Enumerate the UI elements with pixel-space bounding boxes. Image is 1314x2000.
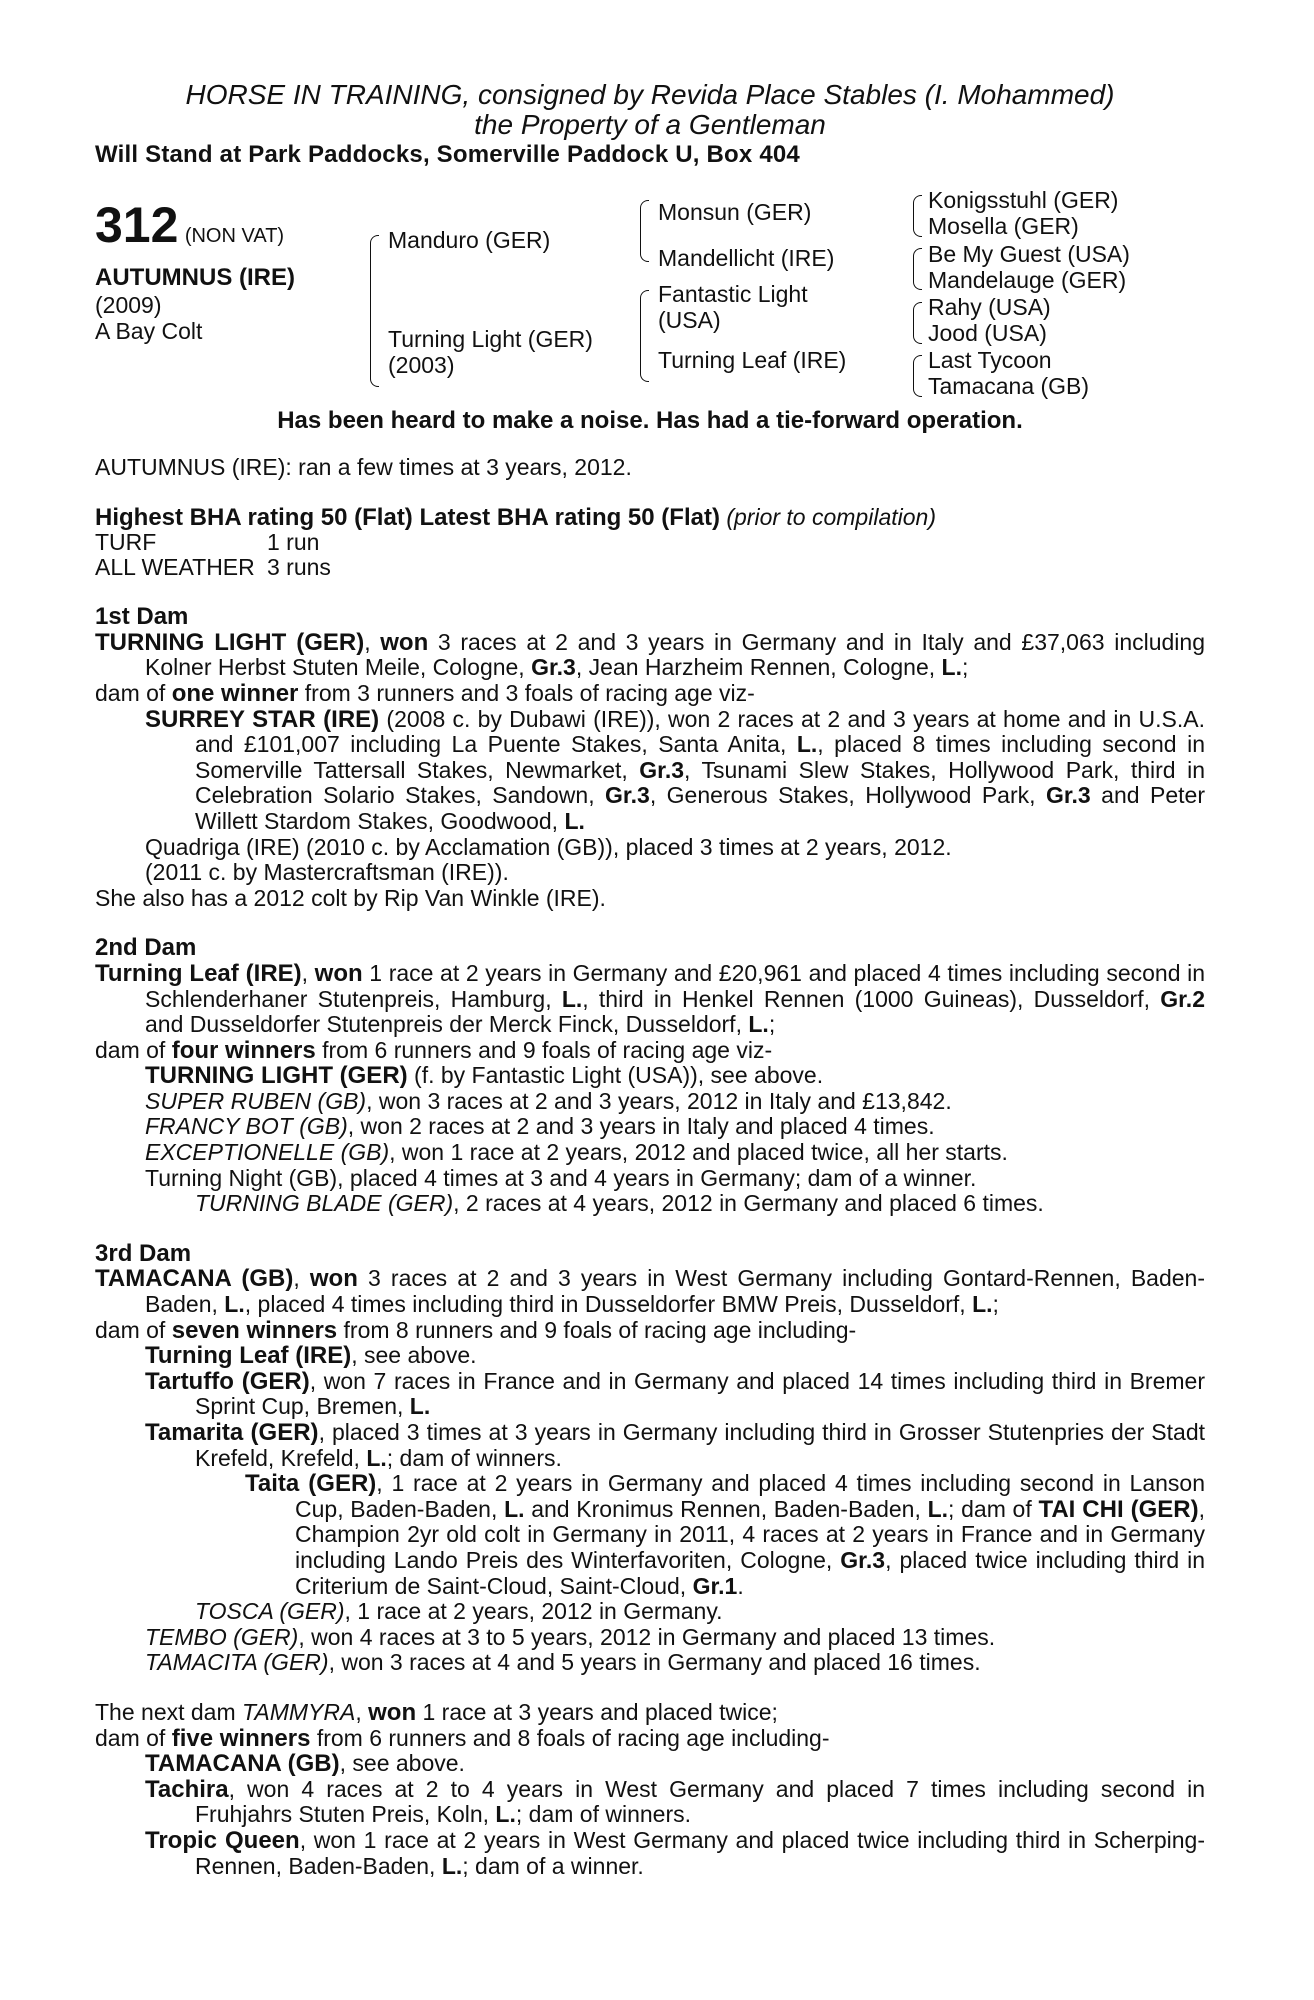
text: . [737, 1572, 744, 1599]
progeny-name: TURNING BLADE (GER) [195, 1190, 454, 1217]
progeny-name: Turning Leaf (IRE) [145, 1342, 352, 1370]
winners-count: five winners [171, 1724, 311, 1752]
listed-label: L. [409, 1393, 431, 1420]
progeny-name: SUPER RUBEN (GB) [145, 1087, 367, 1114]
text: , won 7 races in France and in Germany and placed 14 times including third in Bremer Sprint Cup, Bremen, [195, 1367, 1205, 1420]
dam1-produce-line [95, 681, 1205, 707]
dam3-progeny [95, 1650, 1205, 1676]
nextdam-progeny [95, 1777, 1205, 1828]
header-property: the Property of a Gentleman [474, 109, 826, 140]
dam1-progeny [95, 707, 1205, 835]
dam2-heading: 2nd Dam [95, 934, 197, 962]
pedigree-dsd: Jood (USA) [928, 320, 1047, 346]
won-label: won [368, 1698, 417, 1726]
listed-label: L. [564, 807, 585, 834]
progeny-name: TURNING LIGHT (GER) [145, 1062, 408, 1090]
runs-surface: ALL WEATHER [95, 554, 255, 581]
text: , 1 race at 2 years in Germany and placed 4 times including second in Lanson Cup, Baden-Baden, [295, 1470, 1205, 1522]
grade-label: Gr.2 [1160, 985, 1205, 1012]
text: ; dam of [948, 1495, 1039, 1522]
text: (2008 c. by Dubawi (IRE)), won 2 races at 2 and 3 years at home and in U.S.A. and £101,007 including La Puente Stakes, Santa Anita, [195, 705, 1205, 758]
dam3-grand-progeny [95, 1471, 1205, 1599]
dam2-progeny [95, 1089, 1205, 1115]
catalogue-page [95, 80, 1205, 1879]
dam1-progeny: (2011 c. by Mastercraftsman (IRE)). [145, 859, 509, 886]
pedigree-ssd: Mosella (GER) [928, 213, 1079, 239]
grade-label: Gr.3 [639, 756, 685, 783]
text: , won 3 races at 2 and 3 years, 2012 in Italy and £13,842. [366, 1087, 952, 1114]
text: from 8 runners and 9 foals of racing age including- [337, 1316, 857, 1343]
listed-label: L. [561, 985, 583, 1012]
text: from 6 runners and 8 foals of racing age including- [310, 1724, 830, 1751]
pedigree-dam-sire-1: Fantastic Light [658, 281, 808, 307]
runs-row [95, 555, 331, 580]
runs-row [95, 530, 331, 555]
text: and Peter Willett Stardom Stakes, Goodwood, [195, 782, 1205, 834]
dam3-produce-line [95, 1318, 1205, 1344]
dam1-heading: 1st Dam [95, 603, 189, 631]
text: ; [961, 654, 969, 681]
pedigree-sire-sire: Monsun (GER) [658, 199, 812, 225]
listed-label: L. [796, 731, 818, 758]
dam2-progeny [95, 1114, 1205, 1140]
text: and Dusseldorfer Stutenpreis der Merck Finck, Dusseldorf, [145, 1011, 749, 1038]
progeny-name: TEMBO (GER) [145, 1623, 299, 1650]
text: , won 1 race at 2 years, 2012 and placed twice, all her starts. [389, 1139, 1008, 1166]
text: ; dam of winners. [515, 1801, 692, 1828]
text: , won 4 races at 2 to 4 years in West Germany and placed 7 times including second in Fruhjahrs Stuten Preis, Koln, [195, 1775, 1205, 1828]
text: , see above. [339, 1750, 465, 1777]
text: from 6 runners and 9 foals of racing age viz- [315, 1036, 773, 1063]
horse-name: AUTUMNUS (IRE) [95, 264, 295, 291]
text: from 3 runners and 3 foals of racing age viz- [298, 679, 755, 706]
text: , Champion 2yr old colt in Germany in 2011, 4 races at 2 years in France and in Germany including Lando Preis des Winterfavoriten, Cologne, [295, 1495, 1205, 1573]
lot-number: 312 [95, 197, 179, 253]
progeny-name: Tamarita (GER) [145, 1419, 319, 1446]
text: , won 4 races at 3 to 5 years, 2012 in Germany and placed 13 times. [298, 1623, 996, 1650]
pedigree-brace [913, 355, 922, 397]
pedigree-sss: Konigsstuhl (GER) [928, 187, 1119, 213]
header-consignor: HORSE IN TRAINING, consigned by Revida Place Stables (I. Mohammed) [185, 79, 1115, 110]
text: , placed twice including third in Criterium de Saint-Cloud, Saint-Cloud, [295, 1546, 1206, 1599]
dam2-summary: Turning Leaf (IRE), won 1 race at 2 years in Germany and £20,961 and placed 4 times including second in Schlenderhaner Stutenpreis, Hamburg, L., third in Henkel Rennen (1000 Guineas), Dusseldorf, Gr.2 and Dusseldorfer Stutenpreis der Merck Finck, Dusseldorf, L.; [95, 959, 1206, 1038]
text: ; [768, 1011, 776, 1038]
pedigree-dam-year: (2003) [388, 352, 455, 378]
dam3-grand-progeny [95, 1599, 1205, 1625]
rating-note: (prior to compilation) [726, 503, 936, 530]
progeny-name: Tropic Queen [145, 1826, 300, 1854]
dam3-heading: 3rd Dam [95, 1239, 192, 1267]
listed-label: L. [504, 1495, 525, 1522]
dam2-grand-progeny [95, 1191, 1205, 1217]
progeny-name: TAMACANA (GB) [145, 1750, 340, 1778]
runs-count: 3 runs [267, 554, 331, 581]
progeny-name: Tachira [145, 1775, 229, 1803]
pedigree-brace [913, 195, 922, 237]
text: , won 1 race at 2 years in West Germany and placed twice including third in Scherping-Rennen, Baden-Baden, [195, 1826, 1205, 1879]
nextdam-progeny [95, 1828, 1205, 1879]
text: , placed 8 times including second in Somerville Tattersall Stakes, Newmarket, [195, 731, 1205, 783]
pedigree-block [95, 187, 1205, 455]
pedigree-brace [913, 302, 922, 344]
listed-label: L. [495, 1801, 516, 1828]
nextdam-name: TAMMYRA [242, 1698, 356, 1725]
grade-label: Gr.1 [692, 1572, 738, 1599]
lot-number-line [95, 197, 285, 253]
dam2-produce-line [95, 1038, 1205, 1064]
text: ; dam of a winner. [462, 1852, 644, 1879]
pedigree-brace [913, 248, 922, 290]
nextdam-progeny [95, 1751, 1205, 1777]
grade-label: Gr.3 [531, 654, 576, 681]
won-label: won [309, 1265, 358, 1293]
pedigree-sds: Be My Guest (USA) [928, 241, 1130, 267]
text: , Generous Stakes, Hollywood Park, [649, 782, 1046, 809]
noise-note: Has been heard to make a noise. Has had a tie-forward operation. [277, 407, 1023, 434]
pedigree-brace [640, 290, 649, 382]
runs-surface: TURF [95, 529, 157, 556]
listed-label: L. [927, 1495, 949, 1522]
text: dam of [95, 1036, 172, 1063]
text: , see above. [351, 1342, 477, 1369]
winners-count: one winner [171, 679, 299, 707]
text: (f. by Fantastic Light (USA)), see above. [407, 1062, 824, 1089]
vat-status: (NON VAT) [184, 225, 285, 247]
pedigree-sire: Manduro (GER) [388, 227, 551, 253]
text: The next dam [95, 1698, 243, 1725]
pedigree-ddd: Tamacana (GB) [928, 373, 1090, 399]
text: , placed 4 times including third in Dusseldorfer BMW Preis, Dusseldorf, [244, 1291, 973, 1318]
text: 3 races at 2 and 3 years in Germany and in Italy and £37,063 including Kolner Herbst Stuten Meile, Cologne, [145, 628, 1205, 681]
dam3-progeny [95, 1343, 1205, 1369]
pedigree-dam-dam: Turning Leaf (IRE) [658, 347, 847, 373]
listed-label: L. [972, 1291, 993, 1318]
dam3-progeny [95, 1369, 1205, 1420]
text: ; dam of winners. [386, 1444, 562, 1471]
dam1-name: TURNING LIGHT (GER) [95, 628, 365, 656]
text: , Tsunami Slew Stakes, Hollywood Park, third in Celebration Solario Stakes, Sandown, [195, 756, 1205, 809]
winners-count: four winners [171, 1036, 316, 1064]
winners-count: seven winners [171, 1316, 338, 1344]
listed-label: L. [366, 1444, 387, 1471]
pedigree-dam: Turning Light (GER) [388, 326, 593, 352]
progeny-name: TOSCA (GER) [195, 1598, 345, 1625]
pedigree-sire-dam: Mandellicht (IRE) [658, 245, 835, 271]
text: , Jean Harzheim Rennen, Cologne, [575, 654, 942, 681]
progeny-name: EXCEPTIONELLE (GB) [145, 1139, 390, 1166]
dam3-progeny [95, 1625, 1205, 1651]
dam1-progeny: Quadriga (IRE) (2010 c. by Acclamation (GB)), placed 3 times at 2 years, 2012. [145, 833, 952, 860]
dam2-progeny [95, 1140, 1205, 1166]
race-record: AUTUMNUS (IRE): ran a few times at 3 years, 2012. [95, 454, 632, 480]
progeny-name: Tartuffo (GER) [145, 1367, 310, 1395]
won-label: won [314, 959, 363, 987]
dam3-name: TAMACANA (GB) [95, 1265, 294, 1293]
rating-bold: Highest BHA rating 50 (Flat) Latest BHA rating 50 (Flat) [95, 503, 720, 531]
text: , won 3 races at 4 and 5 years in Germany and placed 16 times. [328, 1649, 981, 1676]
text: , 1 race at 2 years, 2012 in Germany. [344, 1598, 723, 1625]
listed-label: L. [441, 1852, 463, 1879]
text: 3 races at 2 and 3 years in West Germany including Gontard-Rennen, Baden-Baden, [145, 1265, 1206, 1318]
progeny-name: FRANCY BOT (GB) [145, 1113, 348, 1140]
horse-description: A Bay Colt [95, 318, 203, 344]
dam1-also: She also has a 2012 colt by Rip Van Winkle (IRE). [95, 884, 606, 911]
text: , won 2 races at 2 and 3 years in Italy and placed 4 times. [347, 1113, 935, 1140]
pedigree-brace [370, 235, 379, 387]
dam1-summary: TURNING LIGHT (GER), won 3 races at 2 and 3 years in Germany and in Italy and £37,063 including Kolner Herbst Stuten Meile, Cologne, Gr.3, Jean Harzheim Rennen, Cologne, L.; [95, 628, 1205, 681]
progeny-name: SURREY STAR (IRE) [145, 705, 380, 733]
header-location: Will Stand at Park Paddocks, Somerville Paddock U, Box 404 [95, 141, 800, 168]
text: , placed 3 times at 3 years in Germany including third in Grosser Stutenpries der Stadt Krefeld, Krefeld, [195, 1419, 1206, 1471]
runs-table [95, 530, 331, 580]
progeny-name: Taita (GER) [245, 1470, 377, 1498]
text: , third in Henkel Rennen (1000 Guineas), Dusseldorf, [582, 985, 1161, 1012]
text: and Kronimus Rennen, Baden-Baden, [524, 1495, 928, 1522]
runs-count: 1 run [267, 529, 320, 556]
pedigree-dam-sire-2: (USA) [658, 307, 721, 333]
text: dam of [95, 1724, 172, 1751]
grade-label: Gr.3 [840, 1546, 886, 1573]
text: 1 race at 2 years in Germany and £20,961 and placed 4 times including second in Schlenderhaner Stutenpreis, Hamburg, [145, 959, 1206, 1012]
won-label: won [380, 628, 429, 656]
text: dam of [95, 1316, 172, 1343]
dam2-progeny: Turning Night (GB), placed 4 times at 3 and 4 years in Germany; dam of a winner. [145, 1164, 977, 1191]
listed-label: L. [224, 1291, 245, 1318]
pedigree-brace [640, 200, 649, 262]
pedigree-sdd: Mandelauge (GER) [928, 267, 1127, 293]
listed-label: L. [748, 1011, 769, 1038]
rating-line [95, 505, 1205, 531]
progeny-name: TAI CHI (GER) [1038, 1495, 1199, 1523]
pedigree-dss: Rahy (USA) [928, 294, 1051, 320]
text: dam of [95, 679, 172, 706]
grade-label: Gr.3 [1045, 782, 1091, 809]
dam2-progeny [95, 1063, 1205, 1089]
nextdam-produce-line [95, 1726, 1205, 1752]
nextdam-summary: The next dam TAMMYRA, won 1 race at 3 years and placed twice; [95, 1698, 778, 1726]
listed-label: L. [941, 654, 962, 681]
dam3-summary: TAMACANA (GB), won 3 races at 2 and 3 years in West Germany including Gontard-Rennen, Baden-Baden, L., placed 4 times including third in Dusseldorfer BMW Preis, Dusseldorf, L.; [95, 1265, 1206, 1318]
text: ; [992, 1291, 999, 1318]
grade-label: Gr.3 [605, 782, 650, 809]
pedigree-dds: Last Tycoon [928, 347, 1052, 373]
dam3-progeny [95, 1420, 1205, 1471]
horse-year: (2009) [95, 292, 162, 318]
dam2-name: Turning Leaf (IRE) [95, 959, 302, 987]
text: , 2 races at 4 years, 2012 in Germany and placed 6 times. [453, 1190, 1044, 1217]
text: 1 race at 3 years and placed twice; [416, 1698, 778, 1725]
progeny-name: TAMACITA (GER) [145, 1649, 329, 1676]
